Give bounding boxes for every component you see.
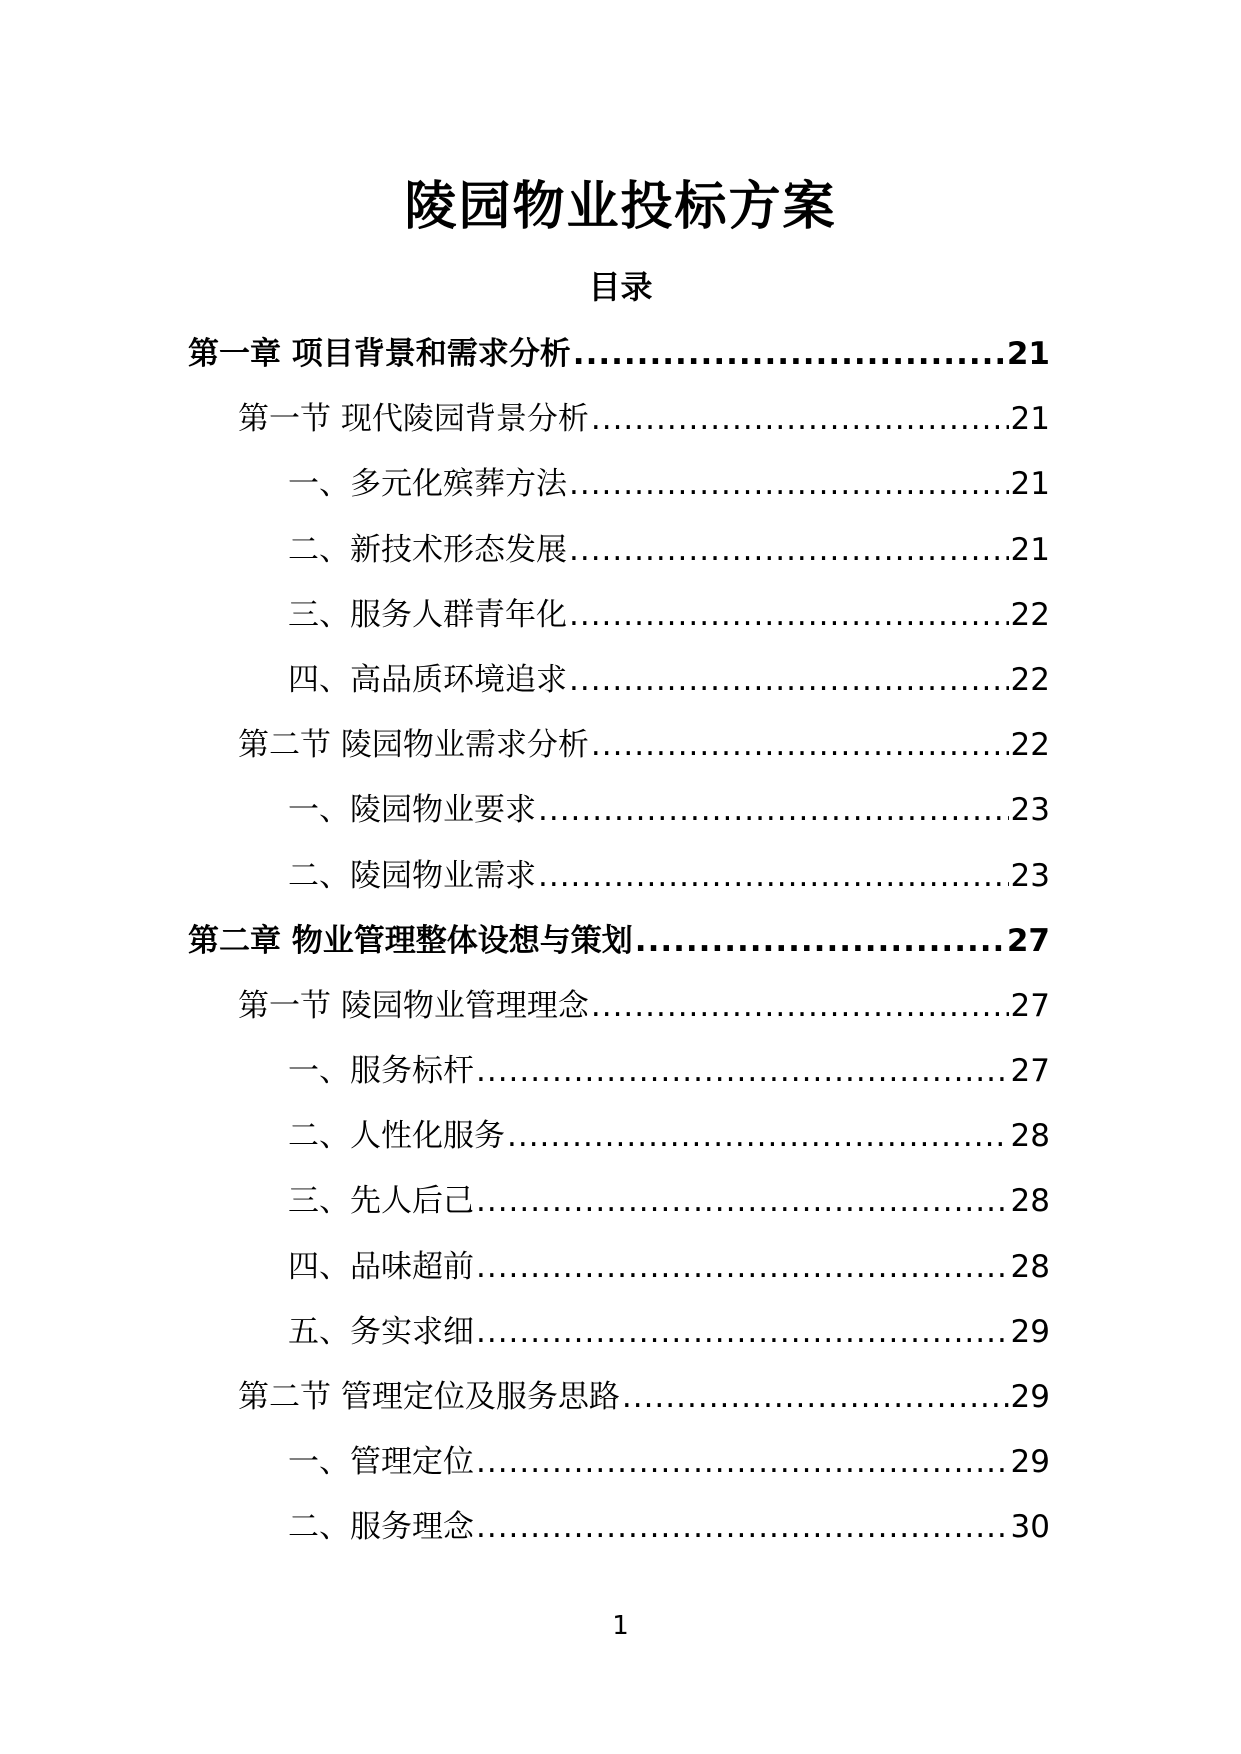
toc-dot-leader [476,1039,1009,1104]
toc-entry-page: 22 [1010,727,1050,764]
toc-dot-leader [622,1365,1009,1430]
toc-entry-page: 22 [1010,596,1050,633]
toc-entry-title: 第二节 管理定位及服务思路 [238,1379,620,1415]
toc-entry-page: 21 [1006,336,1050,372]
toc-entry-title: 二、新技术形态发展 [288,531,567,568]
toc-entry-title: 三、服务人群青年化 [288,596,567,633]
toc-dot-leader [591,387,1009,452]
toc-entry-subsection[interactable] [188,1169,1050,1234]
toc-entry-section[interactable] [188,974,1050,1039]
toc-entry-title: 四、高品质环境追求 [288,661,567,698]
toc-dot-leader [569,583,1009,648]
toc-dot-leader [591,974,1009,1039]
toc-entry-page: 28 [1010,1183,1050,1220]
toc-entry-title: 一、陵园物业要求 [288,792,536,829]
toc-entry-title: 五、务实求细 [288,1313,474,1350]
toc-entry-title: 一、管理定位 [288,1444,474,1481]
toc-entry-title: 三、先人后己 [288,1183,474,1220]
toc-entry-subsection[interactable] [188,1430,1050,1495]
toc-entry-subsection[interactable] [188,583,1050,648]
toc-dot-leader [538,778,1009,843]
toc-entry-subsection[interactable] [188,648,1050,713]
toc-dot-leader [591,713,1009,778]
toc-entry-page: 21 [1010,466,1050,503]
toc-entry-page: 29 [1010,1444,1050,1481]
toc-entry-title: 第一章 项目背景和需求分析 [188,336,571,372]
toc-entry-subsection[interactable] [188,778,1050,843]
toc-dot-leader [476,1300,1009,1365]
toc-entry-page: 29 [1010,1379,1050,1415]
toc-entry-page: 23 [1010,792,1050,829]
toc-entry-subsection[interactable] [188,518,1050,583]
toc-entry-page: 28 [1010,1248,1050,1285]
toc-entry-page: 27 [1010,1053,1050,1090]
toc-dot-leader [573,322,1005,387]
toc-dot-leader [569,452,1009,517]
toc-entry-subsection[interactable] [188,1235,1050,1300]
toc-entry-title: 第二章 物业管理整体设想与策划 [188,922,633,959]
toc-entry-title: 二、陵园物业需求 [288,857,536,894]
toc-entry-title: 第一节 现代陵园背景分析 [238,401,589,438]
toc-dot-leader [476,1235,1009,1300]
toc-entry-section[interactable] [188,1365,1050,1430]
table-of-contents [188,322,1050,1561]
toc-entry-page: 27 [1010,987,1050,1024]
toc-entry-title: 第一节 陵园物业管理理念 [238,987,589,1024]
toc-entry-page: 21 [1010,531,1050,568]
toc-entry-page: 27 [1006,922,1050,959]
page-number: 1 [612,1611,629,1641]
toc-dot-leader [635,909,1005,974]
toc-dot-leader [569,518,1009,583]
toc-dot-leader [476,1430,1009,1495]
toc-entry-title: 二、服务理念 [288,1509,474,1546]
toc-entry-subsection[interactable] [188,1039,1050,1104]
toc-entry-section[interactable] [188,713,1050,778]
toc-entry-chapter-1[interactable] [188,322,1050,387]
toc-dot-leader [476,1169,1009,1234]
toc-entry-title: 四、品味超前 [288,1248,474,1285]
toc-entry-title: 二、人性化服务 [288,1118,505,1155]
toc-entry-title: 第二节 陵园物业需求分析 [238,727,589,764]
toc-dot-leader [538,844,1009,909]
toc-entry-page: 22 [1010,661,1050,698]
toc-entry-page: 29 [1010,1313,1050,1350]
toc-entry-subsection[interactable] [188,1104,1050,1169]
toc-dot-leader [507,1104,1009,1169]
toc-entry-title: 一、多元化殡葬方法 [288,466,567,503]
toc-entry-chapter-2[interactable] [188,909,1050,974]
toc-entry-page: 23 [1010,857,1050,894]
toc-entry-page: 28 [1010,1118,1050,1155]
toc-entry-page: 30 [1010,1509,1050,1546]
toc-entry-subsection[interactable] [188,844,1050,909]
toc-dot-leader [569,648,1009,713]
toc-entry-subsection[interactable] [188,1495,1050,1560]
toc-heading: 目录 [588,268,653,306]
toc-entry-subsection[interactable] [188,1300,1050,1365]
toc-entry-title: 一、服务标杆 [288,1053,474,1090]
toc-dot-leader [476,1495,1009,1560]
toc-entry-section[interactable] [188,387,1050,452]
document-title: 陵园物业投标方案 [404,177,837,237]
toc-entry-subsection[interactable] [188,452,1050,517]
toc-entry-page: 21 [1010,401,1050,438]
